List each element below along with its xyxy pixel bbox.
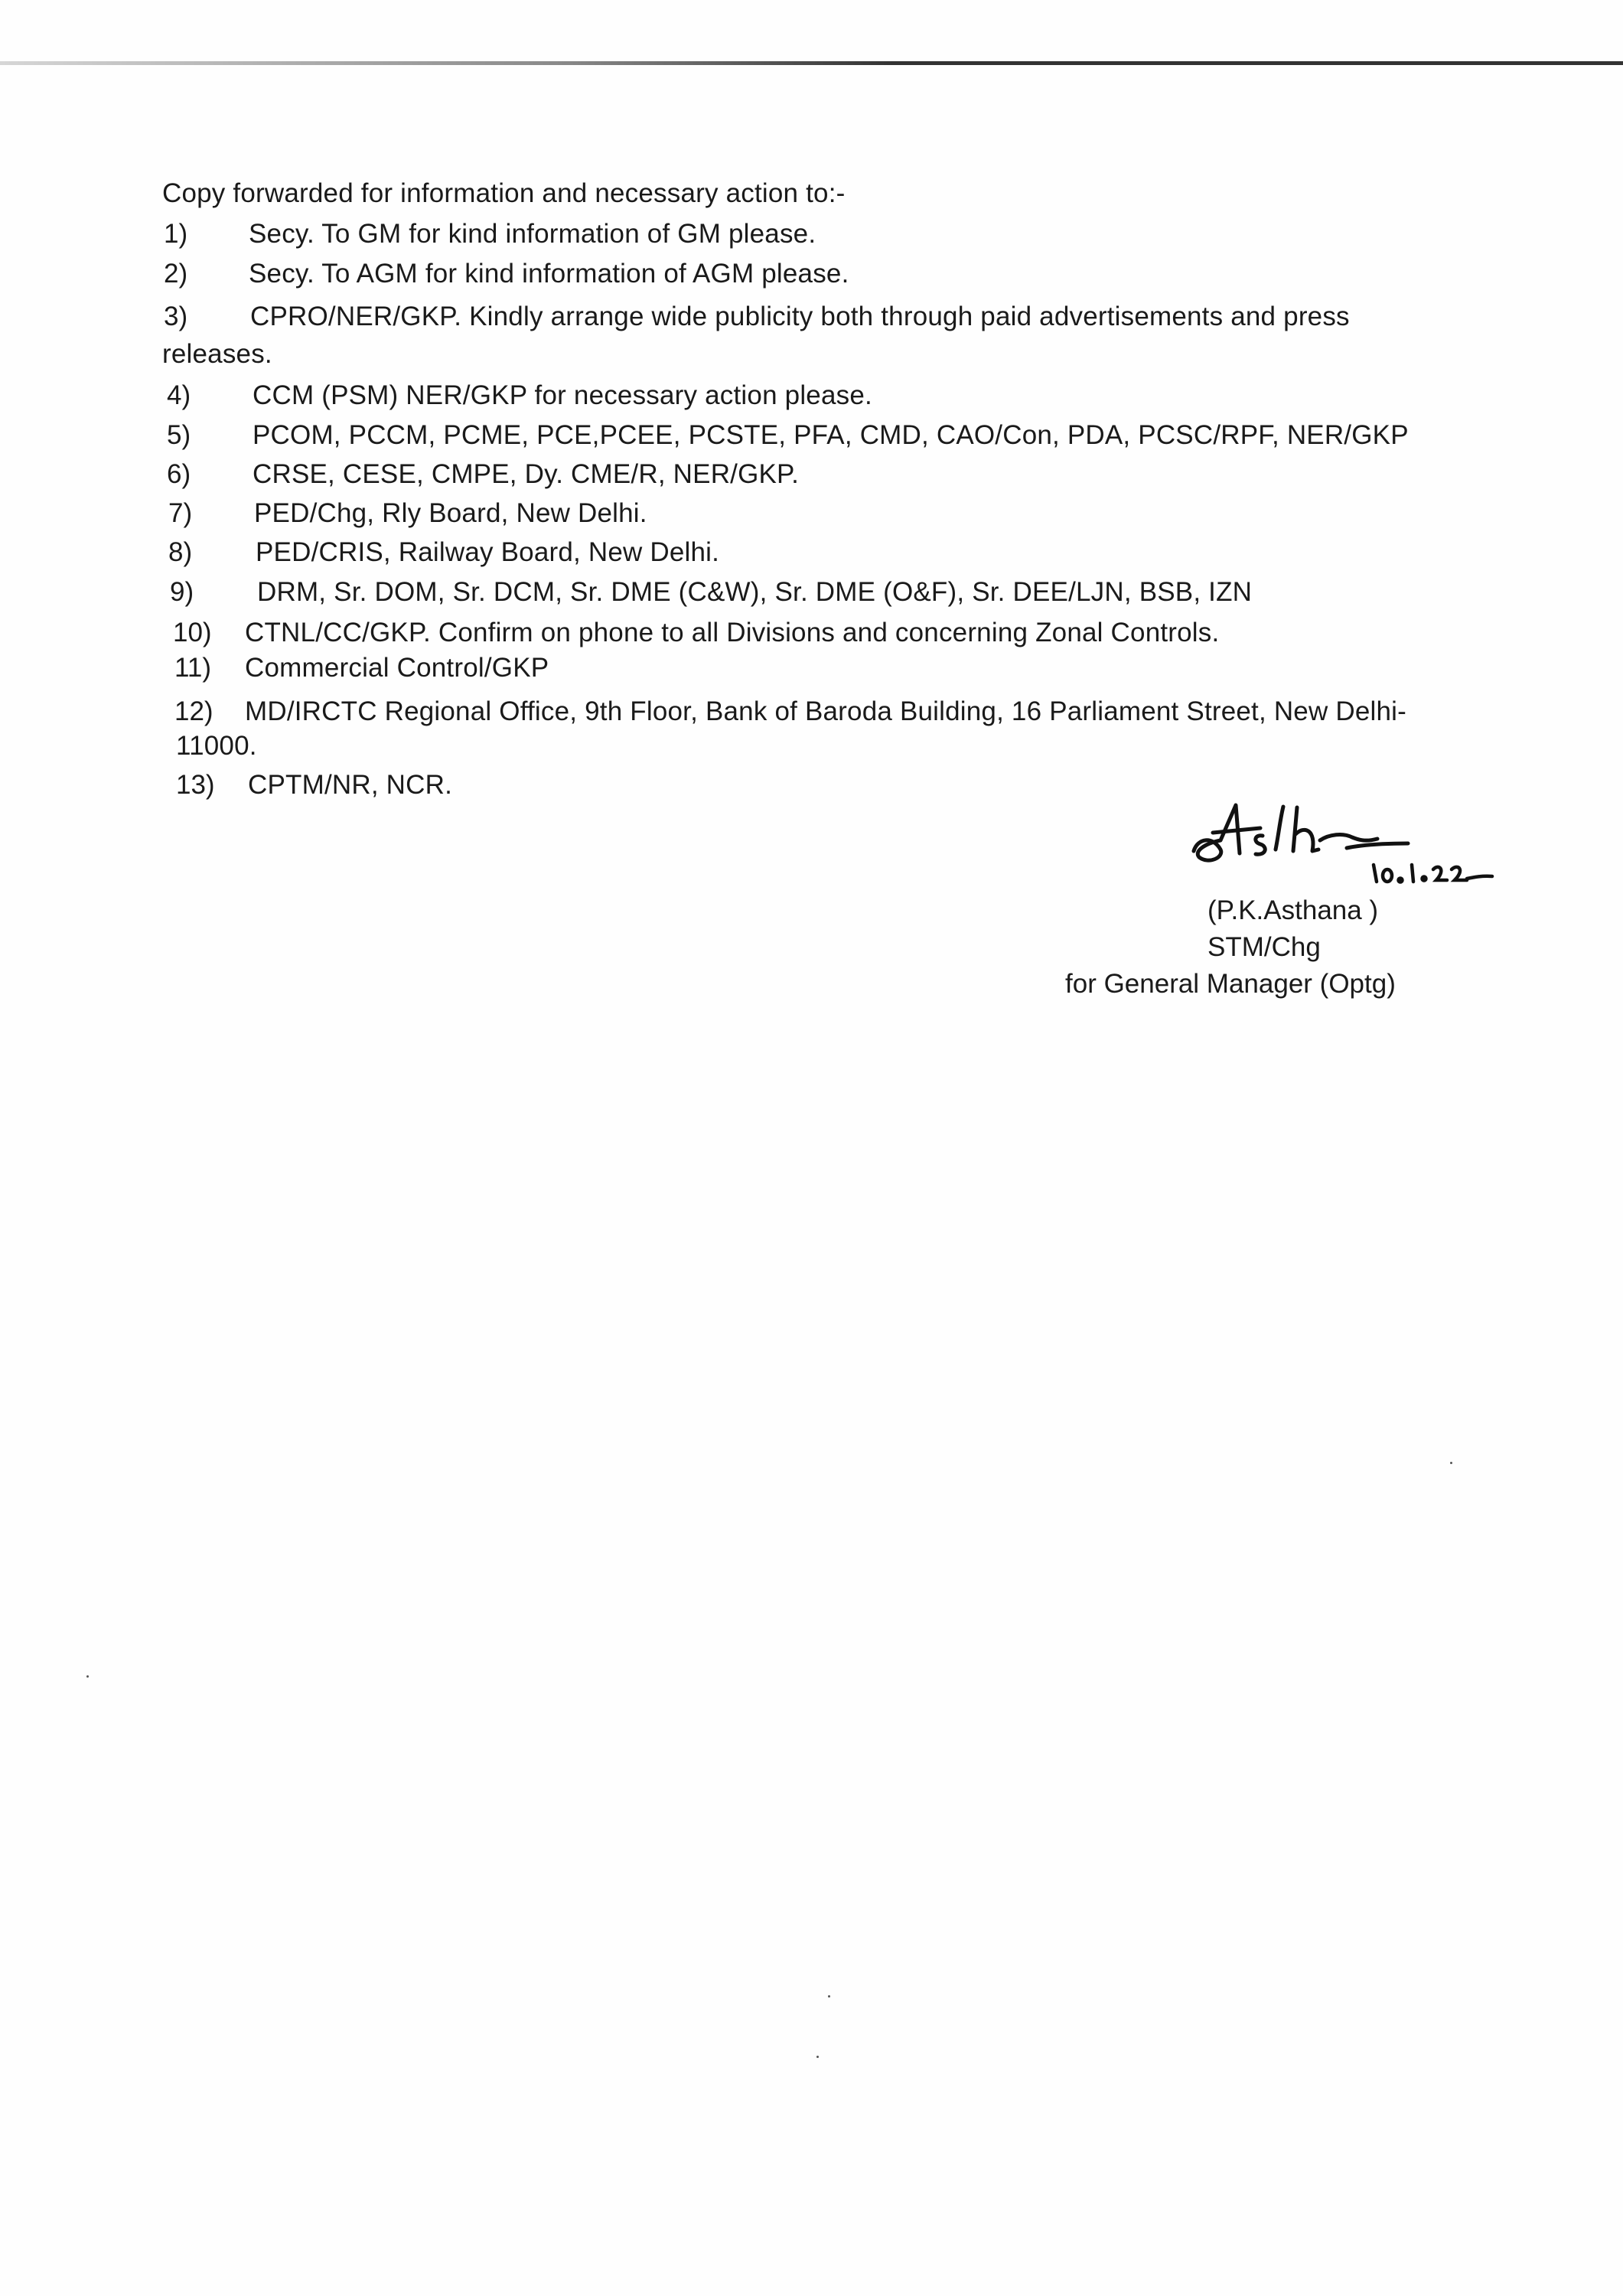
list-item-number: 2) — [164, 259, 188, 289]
list-item-number: 5) — [167, 420, 191, 450]
list-item: MD/IRCTC Regional Office, 9th Floor, Bank of Baroda Building, 16 Parliament Street, New Delhi- — [245, 696, 1406, 726]
top-rule-divider — [0, 61, 1623, 65]
list-item: PED/CRIS, Railway Board, New Delhi. — [256, 537, 720, 567]
list-item: Secy. To AGM for kind information of AGM please. — [249, 259, 849, 289]
list-item-number: 12) — [174, 696, 213, 726]
scan-speck — [1450, 1462, 1452, 1464]
signatory-on-behalf: for General Manager (Optg) — [1065, 969, 1396, 999]
list-item-number: 10) — [173, 618, 212, 647]
list-item-number: 11) — [174, 653, 211, 683]
list-item-number: 7) — [168, 498, 193, 528]
list-item-continuation: releases. — [162, 339, 272, 369]
list-item: PED/Chg, Rly Board, New Delhi. — [254, 498, 647, 528]
list-item-number: 4) — [167, 380, 191, 410]
list-item: CPTM/NR, NCR. — [248, 770, 453, 800]
list-item: Secy. To GM for kind information of GM please. — [249, 219, 816, 249]
list-item-continuation: 11000. — [176, 731, 257, 761]
handwritten-signature — [1190, 796, 1496, 895]
list-item-number: 3) — [164, 302, 188, 331]
signatory-designation: STM/Chg — [1207, 932, 1321, 962]
signatory-name: (P.K.Asthana ) — [1207, 895, 1379, 925]
intro-text: Copy forwarded for information and necessary action to:- — [162, 178, 846, 208]
list-item: CRSE, CESE, CMPE, Dy. CME/R, NER/GKP. — [253, 459, 800, 489]
list-item: CCM (PSM) NER/GKP for necessary action please. — [253, 380, 872, 410]
list-item: CPRO/NER/GKP. Kindly arrange wide publicity both through paid advertisements and press — [250, 302, 1350, 331]
list-item-number: 9) — [170, 577, 194, 607]
list-item-number: 6) — [167, 459, 191, 489]
list-item: Commercial Control/GKP — [245, 653, 549, 683]
list-item-number: 1) — [164, 219, 188, 249]
list-item: PCOM, PCCM, PCME, PCE,PCEE, PCSTE, PFA, CMD, CAO/Con, PDA, PCSC/RPF, NER/GKP — [253, 420, 1409, 450]
list-item-number: 8) — [168, 537, 193, 567]
scan-speck — [828, 1995, 830, 1998]
list-item: DRM, Sr. DOM, Sr. DCM, Sr. DME (C&W), Sr. DME (O&F), Sr. DEE/LJN, BSB, IZN — [257, 577, 1253, 607]
scan-speck — [86, 1675, 89, 1678]
list-item: CTNL/CC/GKP. Confirm on phone to all Divisions and concerning Zonal Controls. — [245, 618, 1220, 647]
scan-speck — [816, 2056, 819, 2058]
list-item-number: 13) — [176, 770, 215, 800]
